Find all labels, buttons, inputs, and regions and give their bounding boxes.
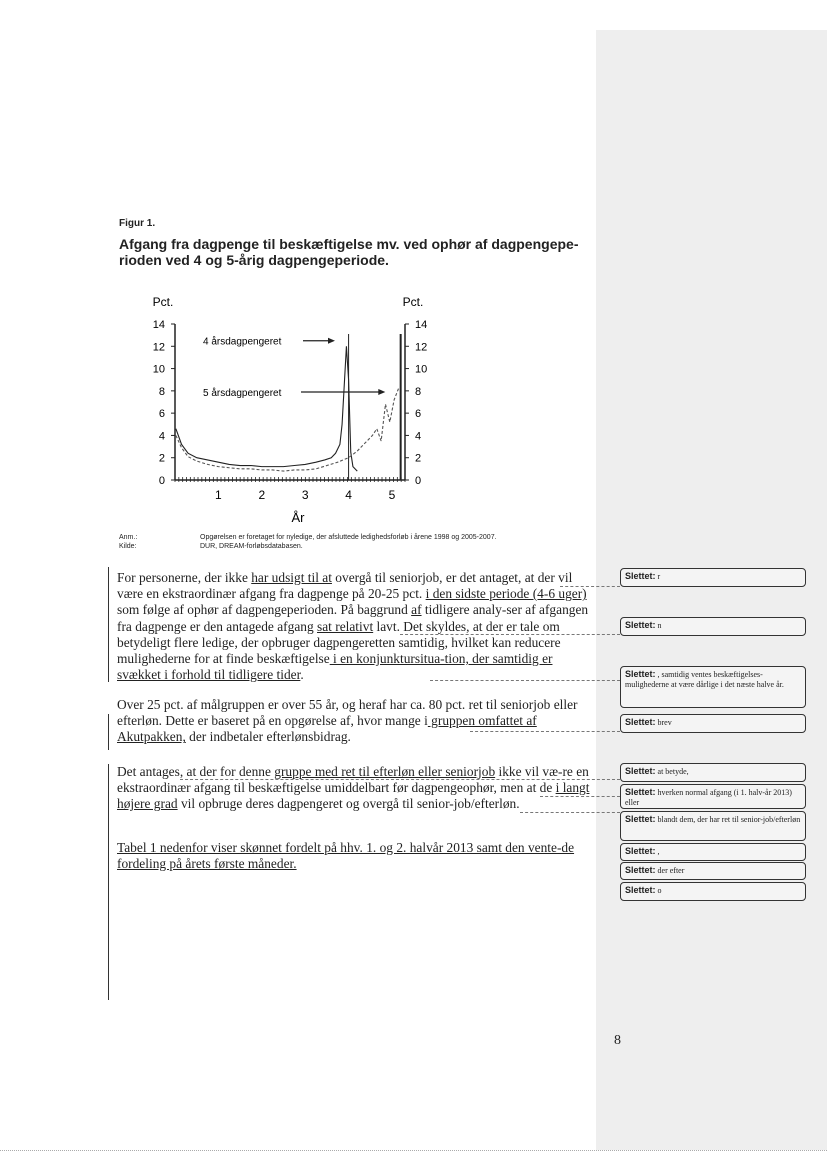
y-tick-label-right: 14 [415,319,428,331]
text-run: ikke vil væ-re en ekstraordinær afgang til beskæftigelse umiddelbart før dagpengeophør, men at de [117,764,589,796]
text-run: . [300,667,304,683]
comment-balloon[interactable] [620,882,806,901]
paragraph-2 [117,697,595,746]
note-label: Anm.: [119,534,138,541]
figure-chart [119,290,449,530]
inserted-text: gruppe med ret til efterløn eller seniorjob [274,764,496,779]
comment-balloon[interactable] [620,811,806,841]
paragraph-3 [117,764,595,813]
comment-label: Slettet: [625,846,656,856]
comment-label: Slettet: [625,787,656,797]
text-run: Det antages, at der for denne [117,764,275,779]
comment-text: , [657,847,660,856]
comment-text: blandt dem, der har ret til senior-job/efterløn [657,815,801,824]
change-bar [108,714,109,750]
text-run: For personerne, der ikke [117,570,252,585]
comment-balloon[interactable] [620,784,806,809]
y-tick-label-right: 8 [415,385,422,398]
comment-label: Slettet: [625,620,656,630]
comment-label: Slettet: [625,717,656,727]
text-run: som følge af ophør af dagpengeperioden. På baggrund [117,602,412,618]
comment-text: der efter [657,866,685,875]
text-run: tidligere analy-ser af afgangen fra dagpenge er den antagede afgang [117,602,589,634]
comment-text: brev [657,718,672,727]
inserted-text: i langt højere grad [117,780,590,812]
series-line-1 [176,346,357,471]
annotation-4-year: 4 årsdagpengeret [203,336,282,348]
comment-text: , samtidig ventes beskæftigelses-mulighederne at være dårlige i det næste halve år. [625,670,784,689]
comment-leader [180,779,620,780]
y-axis-label-right: Pct. [402,295,424,309]
comment-text: at betyde, [657,767,689,776]
comment-leader [560,586,620,587]
y-tick-label-right: 12 [415,341,428,354]
comment-balloon[interactable] [620,763,806,782]
text-run: overgå til seniorjob, er det antaget, at der vil være en ekstraordinær afgang fra dagpenge på 20-25 pct. [117,570,573,602]
inserted-text: Tabel 1 nedenfor viser skønnet fordelt på hhv. 1. og 2. halvår 2013 samt den vente-de fordeling på årets første måneder. [117,840,575,872]
comment-leader [430,680,620,681]
note-text: Opgørelsen er foretaget for nyledige, der afsluttede ledighedsforløb i årene 1998 og 2005-2007. [200,534,497,541]
paragraph-4 [117,840,595,872]
comment-balloon[interactable] [620,843,806,861]
figure-label: Figur 1. [119,218,156,229]
figure-title: Afgang fra dagpenge til beskæftigelse mv. ved ophør af dagpengepe-rioden ved 4 og 5-årig dagpengeperiode. [119,236,579,268]
comment-balloon[interactable] [620,617,806,636]
x-axis-label: År [291,510,305,525]
y-tick-label-right: 4 [415,430,422,443]
page-bottom-rule [0,1150,827,1151]
inserted-text: gruppen omfattet af Akutpakken, [117,713,537,745]
text-run: vil opbruge deres dagpengeret og overgå til senior-job/efterløn. [177,796,520,812]
comment-label: Slettet: [625,814,656,824]
comment-leader [400,634,620,635]
comment-balloon[interactable] [620,666,806,708]
inserted-text: har udsigt til at [251,570,332,585]
y-tick-label-left: 6 [158,408,165,421]
x-tick-label: 4 [345,488,352,502]
comment-label: Slettet: [625,669,656,679]
y-tick-label-left: 0 [158,475,165,487]
comment-balloon[interactable] [620,862,806,880]
x-tick-label: 1 [215,488,222,502]
comment-leader [540,796,620,797]
inserted-text: i en konjunktursitua-tion, der samtidig er svækket i forhold til tidligere tider [117,651,553,683]
change-bar [108,567,109,682]
comment-margin [596,30,827,1150]
paragraph-1 [117,570,595,683]
comment-text: hverken normal afgang (i 1. halv-år 2013) eller [625,788,792,807]
text-run: lavt. Det skyldes, at der er tale om betydeligt flere ledige, der opbruger dagpengeretten samtidig, hvilket kan reducere mulighederne for at finde beskæftigelse [117,618,561,667]
inserted-text: sat relativt [317,618,374,634]
source-text: DUR, DREAM-forløbsdatabasen. [200,543,303,550]
arrowhead [378,389,385,395]
change-bar [108,764,109,1000]
text-run: der indbetaler efterlønsbidrag. [185,729,351,745]
comment-label: Slettet: [625,885,656,895]
comment-label: Slettet: [625,766,656,776]
comment-leader [520,812,620,813]
y-tick-label-right: 2 [415,452,422,465]
comment-text: o [657,886,662,895]
x-tick-label: 5 [388,488,396,502]
y-tick-label-left: 10 [152,363,165,376]
arrowhead [328,338,335,344]
comment-label: Slettet: [625,865,656,875]
text-run: Over 25 pct. af målgruppen er over 55 år, og heraf har ca. 80 pct. ret til seniorjob eller efterløn. Dette er baseret på en opgørelse af, hvor mange i [117,697,578,729]
y-axis-label-left: Pct. [152,295,174,309]
comment-text: r [657,572,661,581]
inserted-text: af [411,602,422,618]
source-label: Kilde: [119,543,137,550]
y-tick-label-left: 12 [152,341,165,354]
y-tick-label-right: 0 [415,475,422,487]
y-tick-label-left: 4 [158,430,165,443]
page-number: 8 [614,1033,621,1048]
y-tick-label-right: 10 [415,363,428,376]
comment-label: Slettet: [625,571,656,581]
y-tick-label-left: 8 [158,385,165,398]
x-tick-label: 3 [301,488,309,502]
inserted-text: i den sidste periode (4-6 uger) [425,586,587,602]
comment-balloon[interactable] [620,568,806,587]
comment-leader [470,731,620,732]
series-line-2 [176,389,399,471]
comment-text: n [657,621,662,630]
y-tick-label-left: 14 [152,319,165,331]
y-tick-label-left: 2 [158,452,165,465]
annotation-5-year: 5 årsdagpengeret [203,387,282,399]
x-tick-label: 2 [258,488,266,502]
comment-balloon[interactable] [620,714,806,733]
y-tick-label-right: 6 [415,408,422,421]
